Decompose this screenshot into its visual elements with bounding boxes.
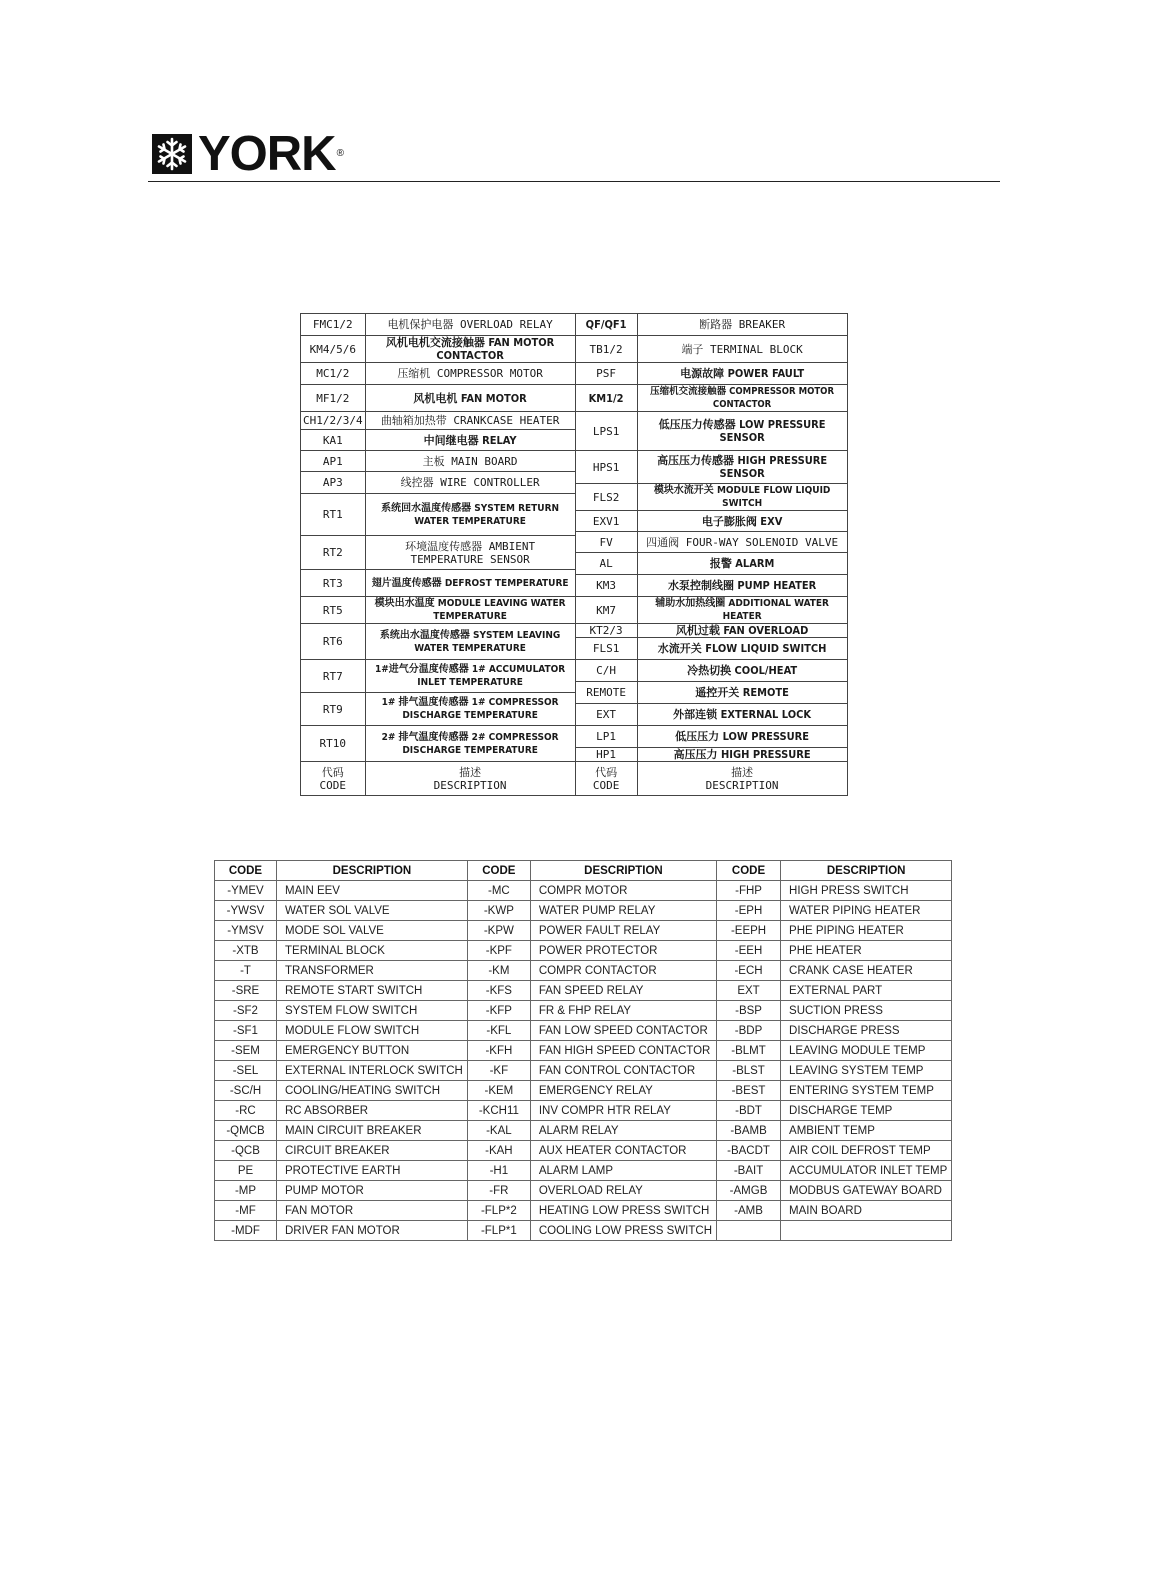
component-code: -FHP [717, 881, 781, 901]
component-description: MAIN EEV [277, 881, 468, 901]
legend-description: 系统回水温度传感器 SYSTEM RETURN WATER TEMPERATURE [365, 494, 575, 536]
component-code: -KFP [467, 1001, 530, 1021]
code-header-zh: 代码 [321, 765, 344, 779]
code-header-en: CODE [319, 778, 347, 792]
component-code: -BDP [717, 1021, 781, 1041]
component-description: COMPR CONTACTOR [530, 961, 716, 981]
legend-description: 高压压力 HIGH PRESSURE [637, 748, 847, 762]
component-description: FR & FHP RELAY [530, 1001, 716, 1021]
component-code: -T [215, 961, 277, 981]
component-description: POWER PROTECTOR [530, 941, 716, 961]
component-code: -H1 [467, 1161, 530, 1181]
legend-description: 曲轴箱加热带 CRANKCASE HEATER [365, 412, 575, 430]
component-code: -ECH [717, 961, 781, 981]
table-row [215, 1001, 952, 1021]
legend-code: C/H [575, 660, 637, 682]
legend-code: HP1 [575, 748, 637, 762]
component-code: -YMSV [215, 921, 277, 941]
component-code: -BAMB [717, 1121, 781, 1141]
component-code: -QCB [215, 1141, 277, 1161]
table-row [215, 901, 952, 921]
component-code: EXT [717, 981, 781, 1001]
legend-description: 压缩机交流接触器 COMPRESSOR MOTOR CONTACTOR [637, 385, 847, 412]
legend-code: PSF [575, 363, 637, 385]
legend-description: 风机电机 FAN MOTOR [365, 385, 575, 412]
code-header-zh: 代码 [595, 765, 618, 779]
component-description: FAN LOW SPEED CONTACTOR [530, 1021, 716, 1041]
table-row [215, 881, 952, 901]
component-description: FAN CONTROL CONTACTOR [530, 1061, 716, 1081]
component-code [717, 1221, 781, 1241]
component-code: -KPF [467, 941, 530, 961]
component-description: ACCUMULATOR INLET TEMP [781, 1161, 952, 1181]
legend-description: 翅片温度传感器 DEFROST TEMPERATURE [365, 570, 575, 597]
column-header-code: CODE [717, 861, 781, 881]
component-description: PHE HEATER [781, 941, 952, 961]
legend-code: AL [575, 553, 637, 575]
component-description: DRIVER FAN MOTOR [277, 1221, 468, 1241]
component-description: LEAVING SYSTEM TEMP [781, 1061, 952, 1081]
legend-description: 水泵控制线圈 PUMP HEATER [637, 575, 847, 597]
component-description: COOLING LOW PRESS SWITCH [530, 1221, 716, 1241]
legend-code: RT7 [301, 660, 366, 693]
component-description: ALARM RELAY [530, 1121, 716, 1141]
code-header-en: CODE [592, 778, 620, 792]
component-code: -SF1 [215, 1021, 277, 1041]
legend-code: KM7 [575, 597, 637, 624]
component-code: -KF [467, 1061, 530, 1081]
component-code: -BEST [717, 1081, 781, 1101]
legend-code: RT3 [301, 570, 366, 597]
component-description: COOLING/HEATING SWITCH [277, 1081, 468, 1101]
legend-code-header [301, 762, 366, 796]
legend-code: RT10 [301, 726, 366, 762]
legend-description: 风机过载 FAN OVERLOAD [637, 624, 847, 638]
component-description: FAN HIGH SPEED CONTACTOR [530, 1041, 716, 1061]
legend-description: 2# 排气温度传感器 2# COMPRESSOR DISCHARGE TEMPERATURE [365, 726, 575, 762]
component-description: RC ABSORBER [277, 1101, 468, 1121]
table-row [215, 1121, 952, 1141]
york-logo [152, 127, 344, 181]
component-code: -KCH11 [467, 1101, 530, 1121]
component-code: -SC/H [215, 1081, 277, 1101]
component-description: ALARM LAMP [530, 1161, 716, 1181]
legend-code: KM4/5/6 [301, 336, 366, 363]
component-description: SUCTION PRESS [781, 1001, 952, 1021]
component-code: -EEH [717, 941, 781, 961]
component-code: -SEL [215, 1061, 277, 1081]
legend-description: 线控器 WIRE CONTROLLER [365, 472, 575, 494]
component-code: -SRE [215, 981, 277, 1001]
table-row [215, 1141, 952, 1161]
table-row [215, 1201, 952, 1221]
legend-code: QF/QF1 [575, 314, 637, 336]
component-description: EMERGENCY RELAY [530, 1081, 716, 1101]
legend-description: 报警 ALARM [637, 553, 847, 575]
component-description: COMPR MOTOR [530, 881, 716, 901]
legend-description: 1# 排气温度传感器 1# COMPRESSOR DISCHARGE TEMPERATURE [365, 693, 575, 726]
legend-description: 模块出水温度 MODULE LEAVING WATER TEMPERATURE [365, 597, 575, 624]
legend-description: 风机电机交流接触器 FAN MOTOR CONTACTOR [365, 336, 575, 363]
component-code: -MF [215, 1201, 277, 1221]
component-description: MAIN BOARD [781, 1201, 952, 1221]
component-description: MODULE FLOW SWITCH [277, 1021, 468, 1041]
table-row [215, 1181, 952, 1201]
component-description: POWER FAULT RELAY [530, 921, 716, 941]
component-description: AUX HEATER CONTACTOR [530, 1141, 716, 1161]
component-code: -KFH [467, 1041, 530, 1061]
component-description: EMERGENCY BUTTON [277, 1041, 468, 1061]
legend-description: 系统出水温度传感器 SYSTEM LEAVING WATER TEMPERATURE [365, 624, 575, 660]
component-code: -KAH [467, 1141, 530, 1161]
column-header-description: DESCRIPTION [530, 861, 716, 881]
legend-description: 环境温度传感器 AMBIENT TEMPERATURE SENSOR [365, 536, 575, 570]
legend-description: 电源故障 POWER FAULT [637, 363, 847, 385]
component-code: -BAIT [717, 1161, 781, 1181]
legend-code: EXV1 [575, 511, 637, 532]
component-code: -MDF [215, 1221, 277, 1241]
legend-code: KA1 [301, 430, 366, 451]
legend-code: EXT [575, 704, 637, 726]
table-row [215, 981, 952, 1001]
component-code: -SF2 [215, 1001, 277, 1021]
component-description: DISCHARGE TEMP [781, 1101, 952, 1121]
component-description: FAN MOTOR [277, 1201, 468, 1221]
legend-code: HPS1 [575, 451, 637, 484]
table-row [215, 961, 952, 981]
component-code: -EPH [717, 901, 781, 921]
header-divider [148, 181, 1000, 182]
table-row [215, 1161, 952, 1181]
legend-code: TB1/2 [575, 336, 637, 363]
component-description: MODBUS GATEWAY BOARD [781, 1181, 952, 1201]
legend-description: 中间继电器 RELAY [365, 430, 575, 451]
component-description: TERMINAL BLOCK [277, 941, 468, 961]
legend-code: KM1/2 [575, 385, 637, 412]
component-description: HEATING LOW PRESS SWITCH [530, 1201, 716, 1221]
legend-description-header [637, 762, 847, 796]
legend-code-header [575, 762, 637, 796]
table-row [215, 921, 952, 941]
component-code: -BDT [717, 1101, 781, 1121]
legend-code: FLS1 [575, 638, 637, 660]
brand-name: YORK [198, 127, 336, 181]
component-code: -KFS [467, 981, 530, 1001]
component-code: -AMB [717, 1201, 781, 1221]
legend-description: 辅助水加热线圈 ADDITIONAL WATER HEATER [637, 597, 847, 624]
component-code: -AMGB [717, 1181, 781, 1201]
component-description: PHE PIPING HEATER [781, 921, 952, 941]
component-code: -FLP*1 [467, 1221, 530, 1241]
component-code: -KPW [467, 921, 530, 941]
component-code: -KWP [467, 901, 530, 921]
component-code: -FLP*2 [467, 1201, 530, 1221]
component-code: -XTB [215, 941, 277, 961]
legend-description: 模块水流开关 MODULE FLOW LIQUID SWITCH [637, 484, 847, 511]
component-description: WATER PUMP RELAY [530, 901, 716, 921]
component-description: REMOTE START SWITCH [277, 981, 468, 1001]
component-code: -YWSV [215, 901, 277, 921]
column-header-code: CODE [215, 861, 277, 881]
component-description: WATER PIPING HEATER [781, 901, 952, 921]
legend-code: RT5 [301, 597, 366, 624]
legend-code: MF1/2 [301, 385, 366, 412]
component-code: -FR [467, 1181, 530, 1201]
component-description: WATER SOL VALVE [277, 901, 468, 921]
legend-code: REMOTE [575, 682, 637, 704]
component-description: AMBIENT TEMP [781, 1121, 952, 1141]
legend-code: RT2 [301, 536, 366, 570]
component-description [781, 1221, 952, 1241]
component-code: -BLMT [717, 1041, 781, 1061]
legend-description: 低压压力传感器 LOW PRESSURE SENSOR [637, 412, 847, 451]
table-row [215, 941, 952, 961]
legend-code: CH1/2/3/4 [301, 412, 366, 430]
component-code: -KM [467, 961, 530, 981]
legend-description: 断路器 BREAKER [637, 314, 847, 336]
legend-code: AP1 [301, 451, 366, 472]
component-code: -MC [467, 881, 530, 901]
legend-description: 压缩机 COMPRESSOR MOTOR [365, 363, 575, 385]
legend-code: RT6 [301, 624, 366, 660]
component-description: DISCHARGE PRESS [781, 1021, 952, 1041]
component-description: ENTERING SYSTEM TEMP [781, 1081, 952, 1101]
component-code: -MP [215, 1181, 277, 1201]
component-description: LEAVING MODULE TEMP [781, 1041, 952, 1061]
component-code: -BLST [717, 1061, 781, 1081]
legend-code: RT9 [301, 693, 366, 726]
component-code: -BSP [717, 1001, 781, 1021]
description-header-en: DESCRIPTION [705, 778, 779, 792]
legend-description: 电机保护电器 OVERLOAD RELAY [365, 314, 575, 336]
component-code: -QMCB [215, 1121, 277, 1141]
component-description: MAIN CIRCUIT BREAKER [277, 1121, 468, 1141]
component-code: -BACDT [717, 1141, 781, 1161]
legend-table-english [214, 860, 952, 1241]
component-description: OVERLOAD RELAY [530, 1181, 716, 1201]
column-header-description: DESCRIPTION [277, 861, 468, 881]
component-description: SYSTEM FLOW SWITCH [277, 1001, 468, 1021]
component-code: -SEM [215, 1041, 277, 1061]
legend-code: FV [575, 532, 637, 553]
legend-code: LPS1 [575, 412, 637, 451]
registered-mark: ® [336, 148, 344, 159]
legend-code: FLS2 [575, 484, 637, 511]
component-code: -KAL [467, 1121, 530, 1141]
legend-description: 四通阀 FOUR-WAY SOLENOID VALVE [637, 532, 847, 553]
component-code: -KEM [467, 1081, 530, 1101]
legend-table-bilingual [300, 313, 848, 796]
component-code: -RC [215, 1101, 277, 1121]
legend-description: 冷热切换 COOL/HEAT [637, 660, 847, 682]
table-row [215, 1101, 952, 1121]
legend-code: KT2/3 [575, 624, 637, 638]
component-description: CRANK CASE HEATER [781, 961, 952, 981]
legend-description: 遥控开关 REMOTE [637, 682, 847, 704]
description-header-zh: 描述 [459, 765, 482, 779]
component-code: -EEPH [717, 921, 781, 941]
table-row [215, 1221, 952, 1241]
component-code: PE [215, 1161, 277, 1181]
legend-code: RT1 [301, 494, 366, 536]
column-header-description: DESCRIPTION [781, 861, 952, 881]
component-description: TRANSFORMER [277, 961, 468, 981]
description-header-zh: 描述 [731, 765, 754, 779]
legend-description: 水流开关 FLOW LIQUID SWITCH [637, 638, 847, 660]
component-description: PUMP MOTOR [277, 1181, 468, 1201]
table-row [215, 1081, 952, 1101]
legend-description-header [365, 762, 575, 796]
column-header-code: CODE [467, 861, 530, 881]
component-description: AIR COIL DEFROST TEMP [781, 1141, 952, 1161]
table-row [215, 1021, 952, 1041]
legend-description: 端子 TERMINAL BLOCK [637, 336, 847, 363]
table-row [215, 1041, 952, 1061]
legend-code: FMC1/2 [301, 314, 366, 336]
description-header-en: DESCRIPTION [433, 778, 507, 792]
component-description: INV COMPR HTR RELAY [530, 1101, 716, 1121]
component-description: HIGH PRESS SWITCH [781, 881, 952, 901]
legend-description: 低压压力 LOW PRESSURE [637, 726, 847, 748]
legend-code: LP1 [575, 726, 637, 748]
snowflake-icon [152, 134, 192, 174]
legend-description: 主板 MAIN BOARD [365, 451, 575, 472]
component-description: EXTERNAL PART [781, 981, 952, 1001]
legend-description: 高压压力传感器 HIGH PRESSURE SENSOR [637, 451, 847, 484]
table-row [215, 1061, 952, 1081]
legend-description: 1#进气分温度传感器 1# ACCUMULATOR INLET TEMPERATURE [365, 660, 575, 693]
component-code: -YMEV [215, 881, 277, 901]
component-description: MODE SOL VALVE [277, 921, 468, 941]
component-description: CIRCUIT BREAKER [277, 1141, 468, 1161]
component-description: EXTERNAL INTERLOCK SWITCH [277, 1061, 468, 1081]
legend-description: 外部连锁 EXTERNAL LOCK [637, 704, 847, 726]
legend-code: AP3 [301, 472, 366, 494]
legend-code: KM3 [575, 575, 637, 597]
component-description: PROTECTIVE EARTH [277, 1161, 468, 1181]
component-code: -KFL [467, 1021, 530, 1041]
component-description: FAN SPEED RELAY [530, 981, 716, 1001]
legend-description: 电子膨胀阀 EXV [637, 511, 847, 532]
legend-code: MC1/2 [301, 363, 366, 385]
